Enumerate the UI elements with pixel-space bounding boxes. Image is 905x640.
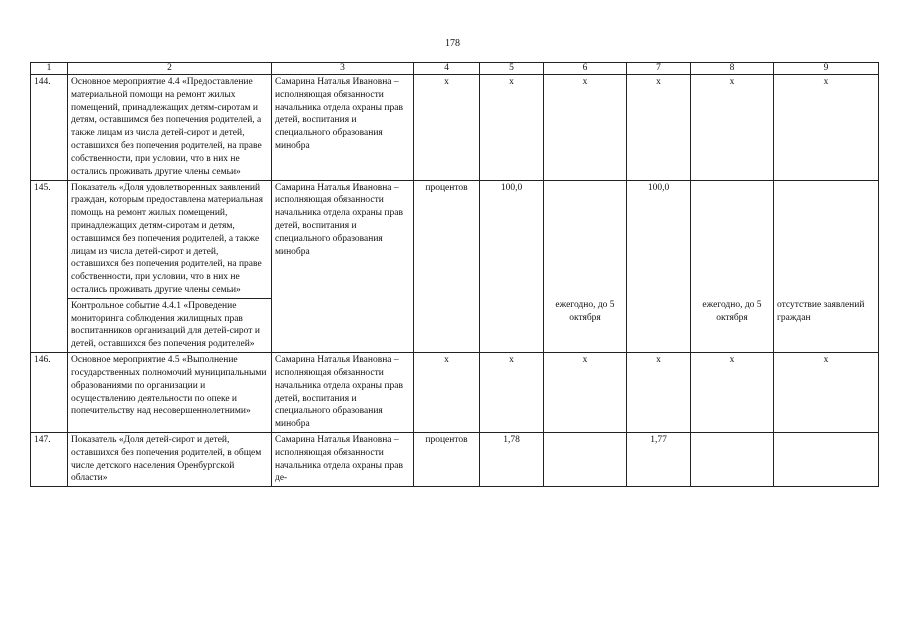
cell-col6: х [544, 353, 627, 433]
cell-col6 [544, 180, 627, 298]
table-row [31, 75, 879, 181]
cell-col5: 1,78 [480, 432, 544, 486]
row-number: 144. [31, 75, 68, 181]
cell-col6 [544, 432, 627, 486]
cell-col5: 100,0 [480, 180, 544, 353]
header-cell: 3 [272, 63, 414, 75]
header-row [31, 63, 879, 75]
row-number: 145. [31, 180, 68, 353]
header-cell: 1 [31, 63, 68, 75]
cell-col8 [691, 432, 774, 486]
cell-col4: процентов [414, 432, 480, 486]
cell-col7: х [627, 353, 691, 433]
cell-col7: х [627, 75, 691, 181]
cell-col6: ежегодно, до 5 октября [544, 298, 627, 352]
cell-col8 [691, 180, 774, 298]
program-table [30, 62, 879, 487]
cell-col5: х [480, 353, 544, 433]
cell-col8: ежегодно, до 5 октября [691, 298, 774, 352]
cell-col8: х [691, 75, 774, 181]
indicator-name: Показатель «Доля удовлетворенных заявлений граждан, которым предоставлена материальная помощь на ремонт жилых помещений, принадлежащих детям-сиротам и детям, оставшимся без попечения родителей, а также лицам из числа детей-сирот и детей, оставшихся без попечения родителей, на праве собственности, при условии, что в них не остались проживать другие члены семьи» [68, 180, 272, 298]
cell-col5: х [480, 75, 544, 181]
table-row [31, 353, 879, 433]
cell-col7: 1,77 [627, 432, 691, 486]
header-cell: 9 [774, 63, 879, 75]
cell-col9 [774, 180, 879, 298]
cell-col8: х [691, 353, 774, 433]
cell-col6: х [544, 75, 627, 181]
responsible-person: Самарина Наталья Ивановна – исполняющая обязанности начальника отдела охраны прав детей, воспитания и специального образования минобра [272, 180, 414, 353]
cell-col4: х [414, 75, 480, 181]
header-cell: 5 [480, 63, 544, 75]
header-cell: 8 [691, 63, 774, 75]
row-number: 147. [31, 432, 68, 486]
indicator-name: Показатель «Доля детей-сирот и детей, оставшихся без попечения родителей, в общем числе детского населения Оренбургской области» [68, 432, 272, 486]
header-cell: 7 [627, 63, 691, 75]
cell-col7: 100,0 [627, 180, 691, 353]
responsible-person: Самарина Наталья Ивановна – исполняющая обязанности начальника отдела охраны прав де- [272, 432, 414, 486]
table-row [31, 432, 879, 486]
header-cell: 4 [414, 63, 480, 75]
cell-col9 [774, 432, 879, 486]
control-event-name: Контрольное событие 4.4.1 «Проведение мониторинга соблюдения жилищных прав воспитанников организаций для детей-сирот и детей, оставшихся без попечения родителей» [68, 298, 272, 352]
cell-col9: х [774, 353, 879, 433]
cell-col4: х [414, 353, 480, 433]
responsible-person: Самарина Наталья Ивановна – исполняющая обязанности начальника отдела охраны прав детей, воспитания и специального образования минобра [272, 353, 414, 433]
table-row [31, 180, 879, 298]
page-number: 178 [445, 38, 460, 49]
activity-name: Основное мероприятие 4.4 «Предоставление материальной помощи на ремонт жилых помещений, принадлежащих детям-сиротам и детям, оставшимся без попечения родителей, а также лицам из числа детей-сирот и детей, оставшихся без попечения родителей, на праве собственности, при условии, что в них не остались проживать другие члены семьи» [68, 75, 272, 181]
cell-col9: отсутствие заявлений граждан [774, 298, 879, 352]
header-cell: 2 [68, 63, 272, 75]
cell-col9: х [774, 75, 879, 181]
row-number: 146. [31, 353, 68, 433]
activity-name: Основное мероприятие 4.5 «Выполнение государственных полномочий муниципальными образованиями по организации и осуществлению деятельности по опеке и попечительству над несовершеннолетними» [68, 353, 272, 433]
header-cell: 6 [544, 63, 627, 75]
cell-col4: процентов [414, 180, 480, 353]
responsible-person: Самарина Наталья Ивановна – исполняющая обязанности начальника отдела охраны прав детей, воспитания и специального образования минобра [272, 75, 414, 181]
